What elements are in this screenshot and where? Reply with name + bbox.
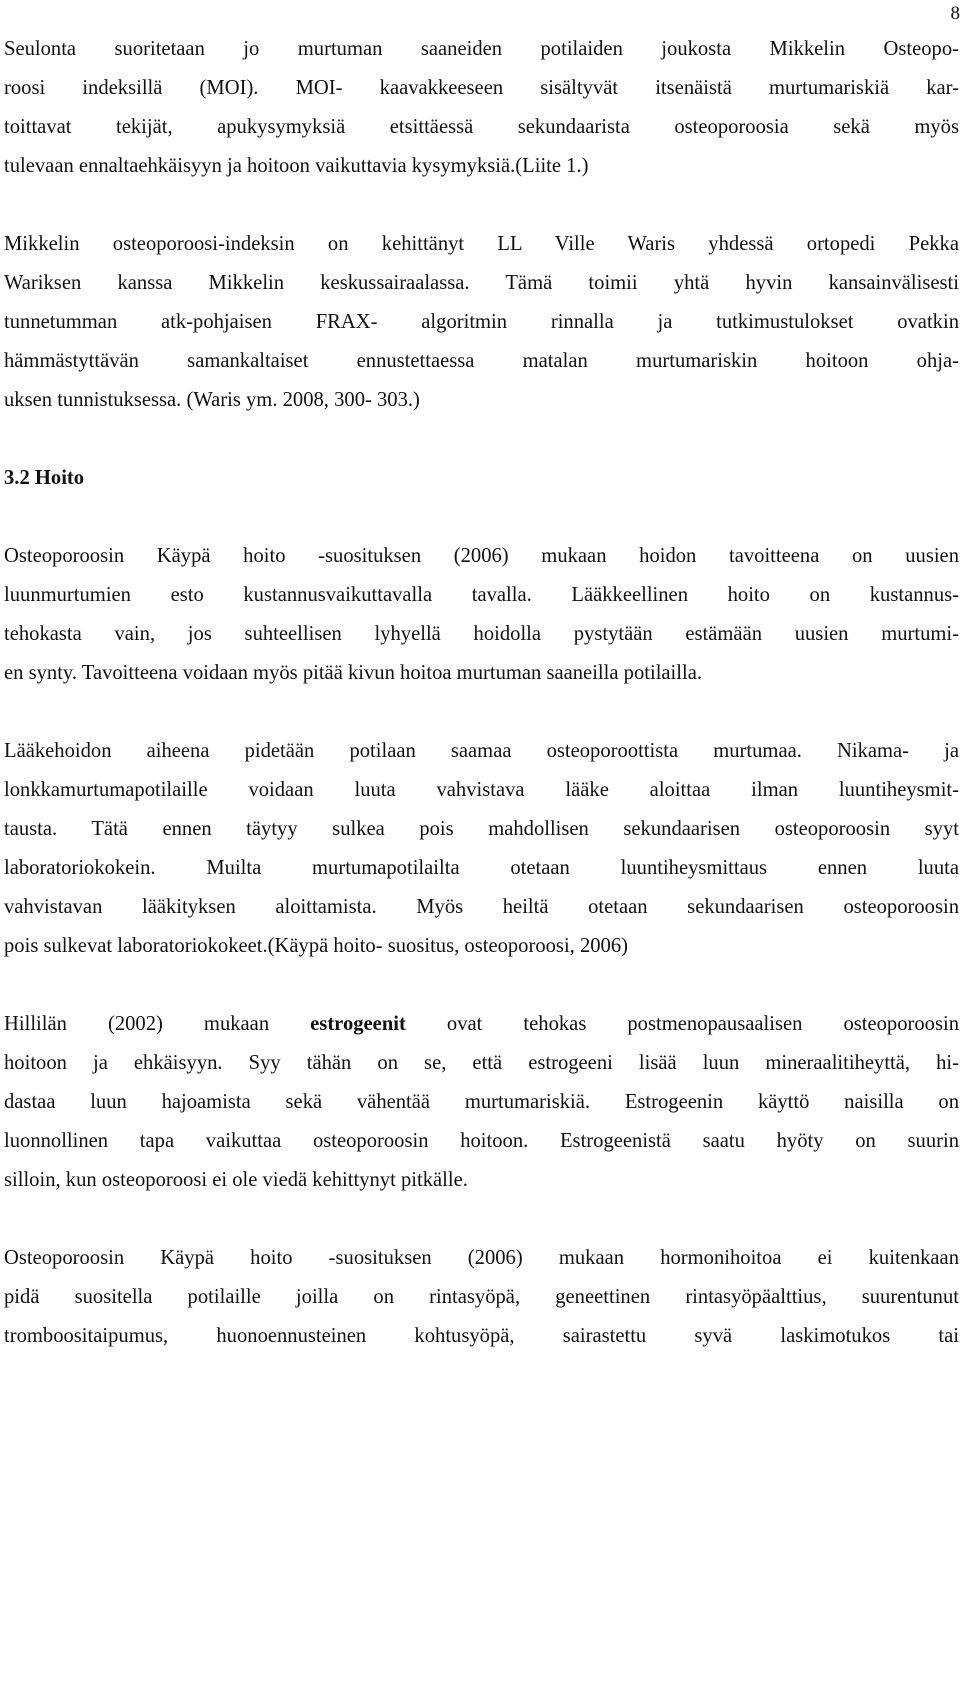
text-line: luonnollinen tapa vaikuttaa osteoporoosin hoitoon. Estrogeenistä saatu hyöty on suurin bbox=[4, 1130, 959, 1152]
section-heading: 3.2 Hoito bbox=[4, 467, 85, 489]
text-line: hoitoon ja ehkäisyyn. Syy tähän on se, että estrogeeni lisää luun mineraalitiheyttä, hi- bbox=[4, 1052, 959, 1074]
paragraph-moi-development bbox=[4, 225, 959, 420]
text-line: en synty. Tavoitteena voidaan myös pitää kivun hoitoa murtuman saaneilla potilailla. bbox=[4, 662, 703, 684]
paragraph-estrogen bbox=[4, 1005, 959, 1200]
text-line: Wariksen kanssa Mikkelin keskussairaalassa. Tämä toimii yhtä hyvin kansainvälisesti bbox=[4, 272, 959, 294]
text-line: pois sulkevat laboratoriokokeet.(Käypä hoito- suositus, osteoporoosi, 2006) bbox=[4, 935, 629, 957]
text-line: tulevaan ennaltaehkäisyyn ja hoitoon vaikuttavia kysymyksiä.(Liite 1.) bbox=[4, 155, 589, 177]
text-run: ovat tehokas postmenopausaalisen osteoporoosin bbox=[405, 1013, 959, 1035]
paragraph-moi-screening bbox=[4, 30, 959, 186]
text-line: Mikkelin osteoporoosi-indeksin on kehittänyt LL Ville Waris yhdessä ortopedi Pekka bbox=[4, 233, 959, 255]
text-line: dastaa luun hajoamista sekä vähentää murtumariskiä. Estrogeenin käyttö naisilla on bbox=[4, 1091, 959, 1113]
text-line: Osteoporoosin Käypä hoito -suosituksen (2006) mukaan hormonihoitoa ei kuitenkaan bbox=[4, 1247, 959, 1269]
text-line: Lääkehoidon aiheena pidetään potilaan saamaa osteoporoottista murtumaa. Nikama- ja bbox=[4, 740, 959, 762]
page-number: 8 bbox=[950, 3, 960, 24]
text-line: tunnetumman atk-pohjaisen FRAX- algoritmin rinnalla ja tutkimustulokset ovatkin bbox=[4, 311, 959, 333]
text-line: roosi indeksillä (MOI). MOI- kaavakkeeseen sisältyvät itsenäistä murtumariskiä kar- bbox=[4, 77, 959, 99]
paragraph-medication-indication bbox=[4, 732, 959, 966]
text-line: laboratoriokokein. Muilta murtumapotilailta otetaan luuntiheysmittaus ennen luuta bbox=[4, 857, 959, 879]
text-line: Osteoporoosin Käypä hoito -suosituksen (2006) mukaan hoidon tavoitteena on uusien bbox=[4, 545, 959, 567]
emphasis-estrogeenit: estrogeenit bbox=[310, 1013, 406, 1035]
text-line: silloin, kun osteoporoosi ei ole viedä kehittynyt pitkälle. bbox=[4, 1169, 468, 1191]
text-line: tausta. Tätä ennen täytyy sulkea pois mahdollisen sekundaarisen osteoporoosin syyt bbox=[4, 818, 959, 840]
text-line: toittavat tekijät, apukysymyksiä etsittäessä sekundaarista osteoporoosia sekä myös bbox=[4, 116, 959, 138]
text-line: uksen tunnistuksessa. (Waris ym. 2008, 300- 303.) bbox=[4, 389, 420, 411]
text-line: tromboositaipumus, huonoennusteinen kohtusyöpä, sairastettu syvä laskimotukos tai bbox=[4, 1325, 959, 1347]
text-line: Seulonta suoritetaan jo murtuman saaneiden potilaiden joukosta Mikkelin Osteopo- bbox=[4, 38, 959, 60]
text-line: lonkkamurtumapotilaille voidaan luuta vahvistava lääke aloittaa ilman luuntiheysmit- bbox=[4, 779, 959, 801]
text-line: tehokasta vain, jos suhteellisen lyhyellä hoidolla pystytään estämään uusien murtumi- bbox=[4, 623, 959, 645]
text-line bbox=[4, 1005, 959, 1044]
text-line: vahvistavan lääkityksen aloittamista. Myös heiltä otetaan sekundaarisen osteoporoosin bbox=[4, 896, 959, 918]
document-body bbox=[4, 30, 959, 1356]
paragraph-hormone-contraindications bbox=[4, 1239, 959, 1356]
text-line: pidä suositella potilaille joilla on rintasyöpä, geneettinen rintasyöpäalttius, suurentunut bbox=[4, 1286, 959, 1308]
text-line: luunmurtumien esto kustannusvaikuttavalla tavalla. Lääkkeellinen hoito on kustannus- bbox=[4, 584, 959, 606]
text-run: Hillilän (2002) mukaan bbox=[4, 1013, 311, 1035]
paragraph-treatment-goals bbox=[4, 537, 959, 693]
text-line: hämmästyttävän samankaltaiset ennustettaessa matalan murtumariskin hoitoon ohja- bbox=[4, 350, 959, 372]
